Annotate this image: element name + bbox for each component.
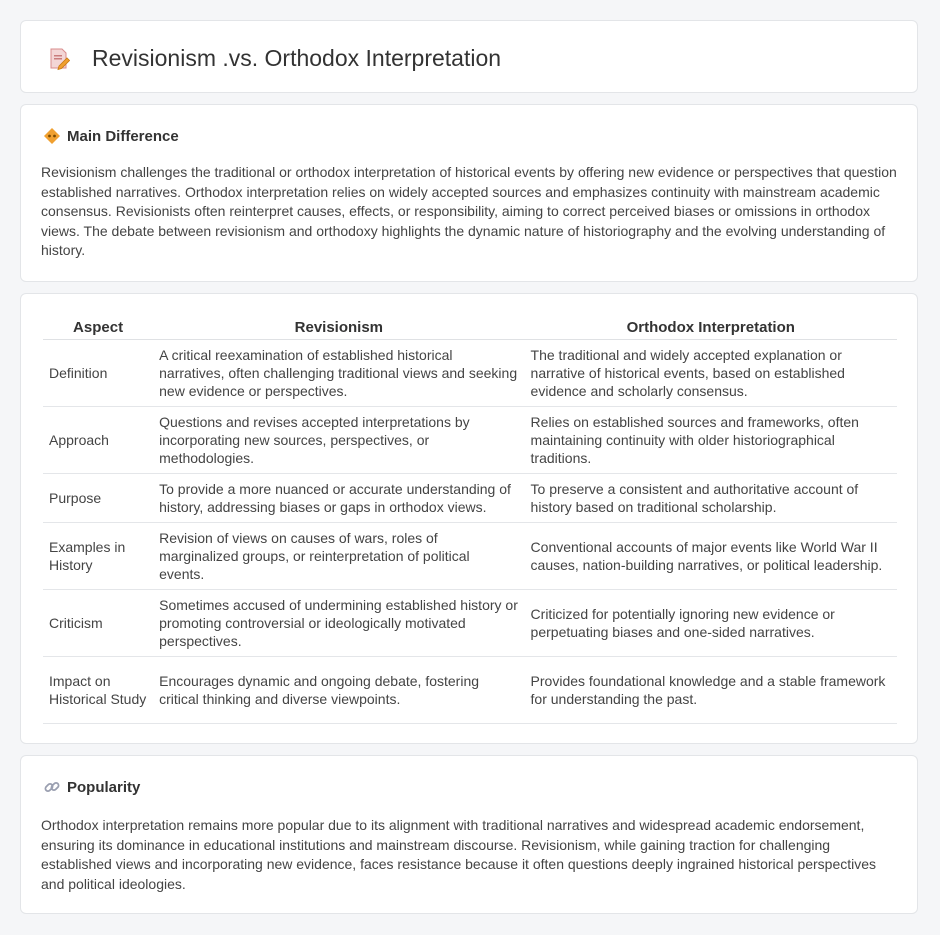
main-difference-header [43,127,179,145]
main-difference-text: Revisionism challenges the traditional or orthodox interpretation of historical events by offering new evidence or perspectives that question established narratives. Orthodox interpretation relies on widely accepted sources and emphasizes continuity with mainstream academic consensus. Revisionists often reinterpret causes, effects, or responsibility, aiming to correct perceived biases or omissions in orthodox views. The debate between revisionism and orthodoxy highlights the dynamic nature of historiography and the evolving understanding of history. [41,164,897,258]
header-card [20,20,918,93]
aspect-cell: Examples in History [43,523,153,590]
document-pencil-icon [48,47,70,71]
table-header-row [43,315,897,340]
orthodox-cell: Conventional accounts of major events like World War II causes, nation-building narratives, or political leadership. [525,523,897,590]
table-row [43,523,897,590]
table-row [43,590,897,657]
popularity-section [20,755,918,914]
popularity-header [43,778,140,796]
aspect-cell: Criticism [43,590,153,657]
main-difference-section [20,104,918,282]
diamond-icon [43,127,61,145]
revisionism-cell: Revision of views on causes of wars, roles of marginalized groups, or reinterpretation of political events. [153,523,524,590]
table-row [43,407,897,474]
revisionism-cell: Sometimes accused of undermining established history or promoting controversial or ideologically motivated perspectives. [153,590,524,657]
revisionism-cell: Questions and revises accepted interpretations by incorporating new sources, perspectives, or methodologies. [153,407,524,474]
aspect-cell: Definition [43,340,153,407]
comparison-table [43,315,897,724]
page-title: Revisionism .vs. Orthodox Interpretation [92,45,502,71]
header-revisionism: Revisionism [153,315,524,340]
popularity-text: Orthodox interpretation remains more popular due to its alignment with traditional narratives and widespread academic endorsement, ensuring its dominance in educational institutions and mainstream discourse. Revisionism, while gaining traction for challenging established views and incorporating new evidence, faces resistance because it often questions deeply ingrained historical perspectives and political ideologies. [41,817,877,892]
orthodox-cell: Provides foundational knowledge and a stable framework for understanding the past. [525,657,897,724]
comparison-table-card [20,293,918,744]
aspect-cell: Purpose [43,474,153,523]
header-aspect: Aspect [43,315,153,340]
orthodox-cell: Relies on established sources and frameworks, often maintaining continuity with older historiographical traditions. [525,407,897,474]
table-row [43,474,897,523]
table-row [43,340,897,407]
revisionism-cell: To provide a more nuanced or accurate understanding of history, addressing biases or gaps in orthodox views. [153,474,524,523]
link-icon [43,778,61,796]
aspect-cell: Impact on Historical Study [43,657,153,724]
revisionism-cell: Encourages dynamic and ongoing debate, fostering critical thinking and diverse viewpoints. [153,657,524,724]
revisionism-cell: A critical reexamination of established historical narratives, often challenging traditional views and seeking new evidence or perspectives. [153,340,524,407]
popularity-title: Popularity [67,778,141,796]
table-row [43,657,897,724]
main-difference-title: Main Difference [67,127,179,145]
orthodox-cell: The traditional and widely accepted explanation or narrative of historical events, based on established evidence and scholarly consensus. [525,340,897,407]
aspect-cell: Approach [43,407,153,474]
header-orthodox: Orthodox Interpretation [525,315,897,340]
orthodox-cell: To preserve a consistent and authoritative account of history based on traditional scholarship. [525,474,897,523]
orthodox-cell: Criticized for potentially ignoring new evidence or perpetuating biases and one-sided narratives. [525,590,897,657]
